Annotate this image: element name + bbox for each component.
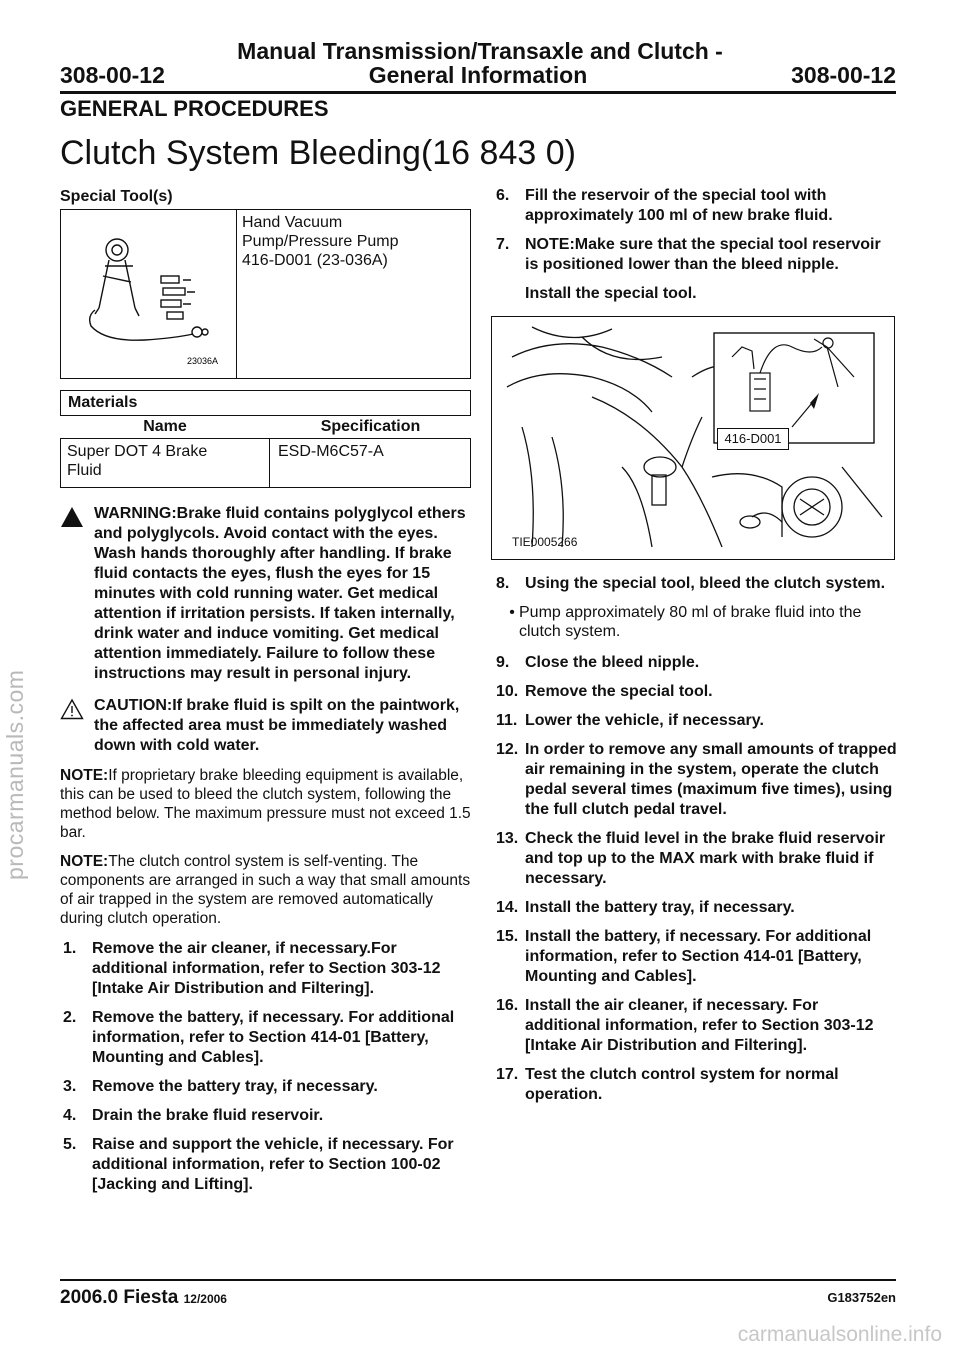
caution-text: CAUTION:If brake fluid is spilt on the paintwork, the affected area must be immediately washed down with cold water. bbox=[94, 697, 460, 754]
step-number: 13. bbox=[496, 830, 519, 847]
bullet-dot: • bbox=[509, 604, 515, 621]
section-heading: GENERAL PROCEDURES bbox=[60, 96, 329, 121]
warning-text: WARNING:Brake fluid contains polyglycol ethers and polyglycols. Avoid contact with the eyes. Wash hands thoroughly after handling. If brake fluid contacts the eyes, flush the eyes for 15 minutes with cold running water. Get medical attention if irritation persists. If taken internally, drink water and induce vomiting. Get medical attention immediately. Failure to follow these instructions may result in personal injury. bbox=[94, 505, 466, 682]
step-number: 15. bbox=[496, 928, 519, 945]
step-12 bbox=[493, 740, 897, 820]
step-number: 10. bbox=[496, 683, 519, 700]
step-16 bbox=[493, 996, 897, 1056]
header-row bbox=[60, 62, 896, 90]
step-text: Lower the vehicle, if necessary. bbox=[525, 712, 764, 729]
note-1 bbox=[60, 766, 472, 842]
step-7-sub bbox=[493, 284, 897, 304]
material-name-line2: Fluid bbox=[67, 462, 102, 479]
right-column bbox=[493, 186, 897, 1114]
header-subtitle: General Information bbox=[368, 62, 588, 88]
step-text: Install the air cleaner, if necessary. For additional information, refer to Section 303-12 [Intake Air Distribution and Filtering]. bbox=[525, 997, 874, 1054]
step-number: 12. bbox=[496, 741, 519, 758]
tool-name-line2: Pump/Pressure Pump bbox=[242, 233, 399, 250]
step-2 bbox=[60, 1008, 475, 1068]
step-15 bbox=[493, 927, 897, 987]
step-text: Using the special tool, bleed the clutch system. bbox=[525, 575, 886, 592]
tool-number: 416-D001 (23-036A) bbox=[242, 252, 388, 269]
vacuum-pump-illustration bbox=[65, 218, 231, 373]
steps-left-list bbox=[60, 939, 475, 1195]
step-text: In order to remove any small amounts of trapped air remaining in the system, operate the clutch pedal several times (maximum five times), using the full clutch pedal travel. bbox=[525, 741, 897, 818]
footer-model: 2006.0 Fiesta bbox=[60, 1287, 179, 1308]
step-number: 8. bbox=[496, 575, 510, 592]
header-rule bbox=[60, 91, 896, 94]
step-6 bbox=[493, 186, 897, 226]
step-text: NOTE:Make sure that the special tool reservoir is positioned lower than the bleed nipple. bbox=[525, 236, 881, 273]
installation-figure bbox=[491, 316, 895, 560]
manual-title: Manual Transmission/Transaxle and Clutch - bbox=[237, 38, 723, 64]
step-number: 4. bbox=[63, 1107, 77, 1124]
caution-icon bbox=[60, 696, 84, 756]
step-number: 9. bbox=[496, 654, 510, 671]
materials-col-name: Name bbox=[143, 418, 187, 435]
step-8 bbox=[493, 574, 897, 594]
material-name-line1: Super DOT 4 Brake bbox=[67, 443, 208, 460]
step-number: 6. bbox=[496, 187, 510, 204]
tool-name-line1: Hand Vacuum bbox=[242, 214, 343, 231]
step-number: 5. bbox=[63, 1136, 77, 1153]
step-text: Install the battery tray, if necessary. bbox=[525, 899, 795, 916]
step-5 bbox=[60, 1135, 475, 1195]
step-text: Check the fluid level in the brake fluid reservoir and top up to the MAX mark with brake fluid if necessary. bbox=[525, 830, 886, 887]
note-2-text: The clutch control system is self-venting. The components are arranged in such a way that small amounts of air trapped in the system are removed automatically during clutch operation. bbox=[60, 853, 471, 927]
note-1-text: If proprietary brake bleeding equipment is available, this can be used to bleed the clutch system, following the method below. The maximum pressure must not exceed 1.5 bar. bbox=[60, 767, 471, 841]
materials-row bbox=[60, 438, 471, 488]
step-number: 16. bbox=[496, 997, 519, 1014]
step-text: Install the battery, if necessary. For additional information, refer to Section 414-01 [Battery, Mounting and Cables]. bbox=[525, 928, 872, 985]
footer-model-info bbox=[60, 1287, 227, 1309]
figure-id: TIE0005266 bbox=[512, 535, 578, 549]
step-number: 17. bbox=[496, 1066, 519, 1083]
bottom-watermark: carmanualsonline.info bbox=[737, 1323, 942, 1346]
step-8-bullet bbox=[505, 603, 865, 641]
footer-rule bbox=[60, 1279, 896, 1281]
material-spec: ESD-M6C57-A bbox=[278, 443, 384, 460]
step-number: 3. bbox=[63, 1078, 77, 1095]
step-4 bbox=[60, 1106, 475, 1126]
step-number: 14. bbox=[496, 899, 519, 916]
special-tools-label: Special Tool(s) bbox=[60, 188, 173, 205]
tool-image-code: 23036A bbox=[187, 356, 219, 366]
step-14 bbox=[493, 898, 897, 918]
procedure-title: Clutch System Bleeding(16 843 0) bbox=[60, 134, 576, 172]
step-text: Drain the brake fluid reservoir. bbox=[92, 1107, 324, 1124]
step-11 bbox=[493, 711, 897, 731]
step-1 bbox=[60, 939, 475, 999]
step-9 bbox=[493, 653, 897, 673]
left-column bbox=[60, 188, 475, 1204]
footer-date: 12/2006 bbox=[183, 1292, 227, 1306]
step-text: Remove the air cleaner, if necessary.For additional information, refer to Section 303-12 [Intake Air Distribution and Filtering]. bbox=[92, 940, 441, 997]
step-text: Remove the battery tray, if necessary. bbox=[92, 1078, 378, 1095]
engine-bay-illustration bbox=[492, 317, 893, 558]
steps-right-list bbox=[493, 653, 897, 1105]
step-number: 2. bbox=[63, 1009, 77, 1026]
note-1-label: NOTE: bbox=[60, 767, 109, 784]
step-text: Remove the special tool. bbox=[525, 683, 713, 700]
footer-doc-code: G183752en bbox=[827, 1290, 896, 1305]
tool-callout-label: 416-D001 bbox=[717, 428, 789, 450]
step-13 bbox=[493, 829, 897, 889]
special-tool-illustration bbox=[61, 210, 237, 378]
inset-tool-box bbox=[714, 333, 874, 443]
step-text: Fill the reservoir of the special tool with approximately 100 ml of new brake fluid. bbox=[525, 187, 833, 224]
materials-heading: Materials bbox=[60, 390, 471, 416]
step-7-sub-text: Install the special tool. bbox=[525, 285, 697, 302]
note-2 bbox=[60, 852, 472, 928]
materials-col-spec: Specification bbox=[320, 418, 421, 435]
warning-icon bbox=[60, 504, 84, 684]
step-number: 1. bbox=[63, 940, 77, 957]
step-text: Close the bleed nipple. bbox=[525, 654, 700, 671]
step-number: 11. bbox=[496, 712, 518, 729]
materials-columns bbox=[60, 416, 471, 438]
caution-block bbox=[60, 696, 475, 756]
side-watermark: procarmanuals.com bbox=[2, 669, 28, 880]
special-tool-table bbox=[60, 209, 471, 379]
step-10 bbox=[493, 682, 897, 702]
warning-block bbox=[60, 504, 475, 684]
step-text: Raise and support the vehicle, if necessary. For additional information, refer to Section 100-02 [Jacking and Lifting]. bbox=[92, 1136, 454, 1193]
header-code-right: 308-00-12 bbox=[791, 62, 896, 88]
step-text: Test the clutch control system for normal operation. bbox=[525, 1066, 839, 1103]
header-code-left: 308-00-12 bbox=[60, 62, 165, 88]
step-8-bullet-text: Pump approximately 80 ml of brake fluid into the clutch system. bbox=[519, 604, 862, 640]
step-17 bbox=[493, 1065, 897, 1105]
step-3 bbox=[60, 1077, 475, 1097]
special-tool-description bbox=[237, 210, 404, 378]
step-text: Remove the battery, if necessary. For additional information, refer to Section 414-01 [Battery, Mounting and Cables]. bbox=[92, 1009, 455, 1066]
step-7 bbox=[493, 235, 897, 275]
step-number: 7. bbox=[496, 236, 510, 253]
note-2-label: NOTE: bbox=[60, 853, 109, 870]
material-name bbox=[61, 439, 270, 487]
